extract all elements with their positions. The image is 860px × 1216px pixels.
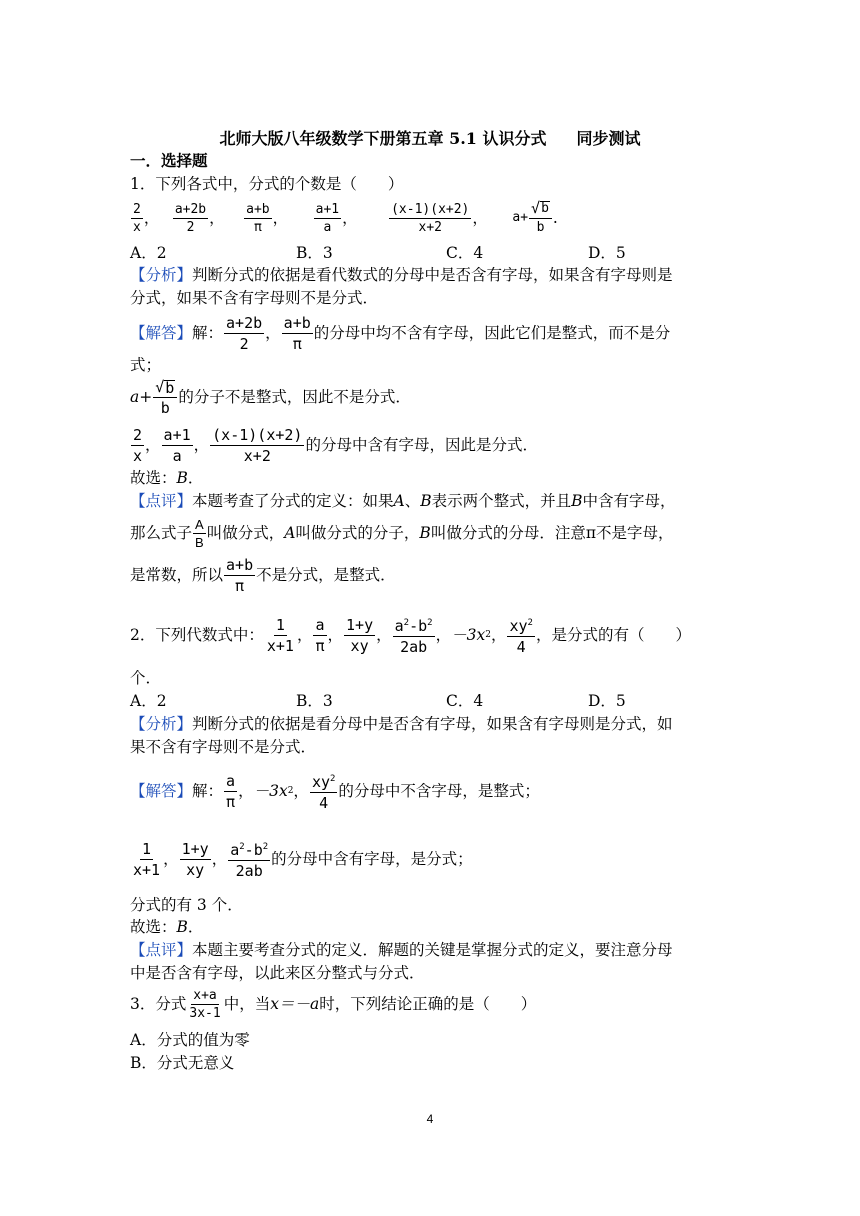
q1-expressions: $\frac{2}{x}$ ， $\frac{a+2b}{2}$ ， $\frac{a+b}{\pi}$ ， $\frac{a+1}{a}$ ， $\frac{(x-1)(x+2)}{x+2}$ ， a+ √ b b . bbox=[133, 198, 558, 235]
q1-frac-4: $\frac{a+1}{a}$ bbox=[315, 201, 340, 235]
q1-analysis-cont: 分式，如果不含有字母则不是分式． bbox=[130, 289, 379, 307]
page-number: 4 bbox=[426, 1112, 434, 1126]
q1-frac-1: $\frac{2}{x}$ bbox=[133, 201, 141, 235]
q2-comment-cont: 中是否含有字母，以此来区分整式与分式． bbox=[130, 964, 425, 982]
q1-stem: 1．下列各式中，分式的个数是（ ） bbox=[130, 175, 404, 193]
q1-comment: 【点评】本题考查了分式的定义：如果A、B表示两个整式，并且B中含有字母， bbox=[130, 492, 676, 510]
section-heading: 一．选择题 bbox=[130, 151, 208, 170]
q1-frac-3: $\frac{a+b}{\pi}$ bbox=[246, 201, 270, 235]
q1-comment-cont: 那么式子 $\frac{A}{B}$ 叫做分式， A 叫做分式的分子， B 叫做分式的分母．注意π不是字母， bbox=[130, 516, 674, 550]
q2-answer-line2: $\frac{1}{x+1}$ ， $\frac{1+y}{xy}$ ， $\frac{a^2-b^2}{2ab}$ 的分母中含有字母，是分式； bbox=[130, 834, 473, 884]
q1-answer-line4: $\frac{2}{x}$ ， $\frac{a+1}{a}$ ， $\frac{(x-1)(x+2)}{x+2}$ 的分母中含有字母，因此是分式． bbox=[133, 425, 538, 465]
q2-options: A．2 B．3 C．4 D．5 bbox=[130, 692, 626, 710]
q2-stem-cont: 个． bbox=[130, 669, 162, 687]
q2-analysis: 【分析】判断分式的依据是看分母中是否含有字母，如果含有字母则是分式，如 bbox=[130, 715, 673, 733]
q2-comment: 【点评】本题主要考查分式的定义．解题的关键是掌握分式的定义，要注意分母 bbox=[130, 941, 673, 959]
page-title: 北师大版八年级数学下册第五章 5.1 认识分式 同步测试 bbox=[219, 129, 641, 148]
q1-frac-5: $\frac{(x-1)(x+2)}{x+2}$ bbox=[391, 201, 470, 235]
q3-stem: 3．分式 $\frac{x+a}{3x-1}$ 中，当 x＝－a 时，下列结论正确的是（ ） bbox=[130, 987, 537, 1021]
q1-comment-line3: 是常数，所以 $\frac{a+b}{\pi}$ 不是分式，是整式． bbox=[130, 555, 396, 595]
q1-options: A．2 B．3 C．4 D．5 bbox=[130, 244, 626, 262]
q1-answer-line3: a + √ b b 的分子不是整式，因此不是分式． bbox=[130, 377, 411, 417]
q1-answer: 【解答】 解： $\frac{a+2b}{2}$ ， $\frac{a+b}{\pi}$ 的分母中均不含有字母，因此它们是整式，而不是分 bbox=[130, 313, 671, 353]
q2-analysis-cont: 果不含有字母则不是分式． bbox=[130, 738, 317, 756]
q1-choice: 故选：B． bbox=[130, 469, 204, 487]
q2-choice: 故选：B． bbox=[130, 918, 204, 936]
q3-option-a: A．分式的值为零 bbox=[130, 1031, 250, 1049]
q1-answer-cont: 式； bbox=[130, 356, 162, 374]
q2-count: 分式的有 3 个． bbox=[130, 896, 243, 914]
q1-analysis: 【分析】判断分式的依据是看代数式的分母中是否含有字母，如果含有字母则是 bbox=[130, 266, 673, 284]
q2-stem: 2．下列代数式中： $\frac{1}{x+1}$ ， $\frac{a}{\pi}$ ， $\frac{1+y}{xy}$ ， $\frac{a^2-b^2}{2ab}$ ， －3x 2 ， $\frac{xy^2}{4}$ ，是分式的有（ ） bbox=[130, 612, 691, 658]
q2-answer: 【解答】 解： $\frac{a}{\pi}$ ， －3x 2 ， $\frac{xy^2}{4}$ 的分母中不含字母，是整式； bbox=[130, 766, 540, 816]
q1-frac-2: $\frac{a+2b}{2}$ bbox=[174, 201, 207, 235]
q1-frac-6: √ b b bbox=[529, 201, 552, 236]
q3-option-b: B．分式无意义 bbox=[130, 1054, 235, 1072]
